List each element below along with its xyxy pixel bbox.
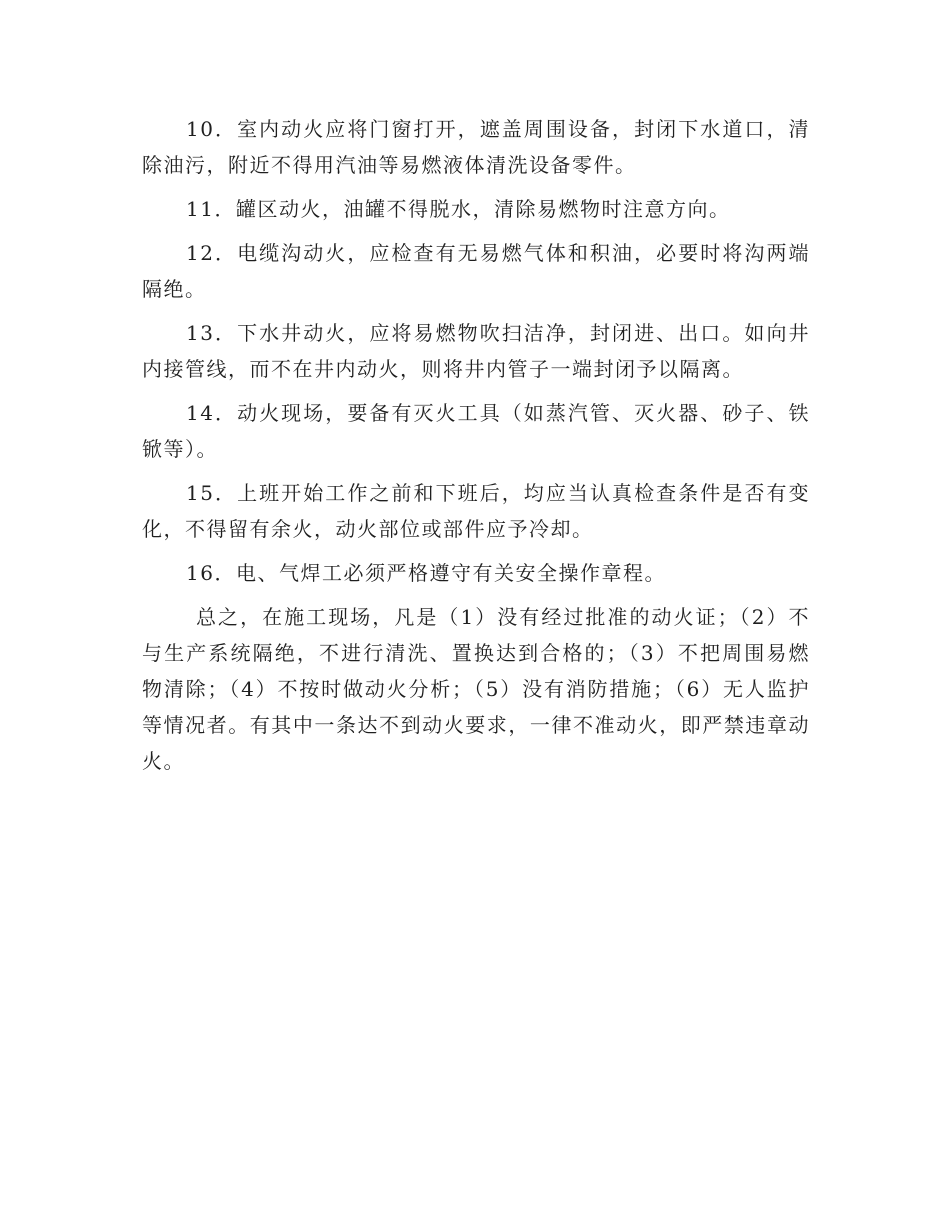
paragraph-item-13: 13．下水井动火，应将易燃物吹扫洁净，封闭进、出口。如向井内接管线，而不在井内动火，则将井内管子一端封闭予以隔离。 (142, 321, 810, 381)
paragraph-item-11: 11．罐区动火，油罐不得脱水，清除易燃物时注意方向。 (186, 197, 731, 221)
paragraph-item-15: 15．上班开始工作之前和下班后，均应当认真检查条件是否有变化，不得留有余火，动火部位或部件应予冷却。 (142, 481, 810, 541)
paragraph-item-14: 14．动火现场，要备有灭火工具（如蒸汽管、灭火器、砂子、铁锨等）。 (142, 401, 810, 461)
document-body (142, 111, 810, 787)
summary-paragraph: 总之，在施工现场，凡是（1）没有经过批准的动火证；（2）不与生产系统隔绝，不进行清洗、置换达到合格的；（3）不把周围易燃物清除；（4）不按时做动火分析；（5）没有消防措施；（6）无人监护等情况者。有其中一条达不到动火要求，一律不准动火，即严禁违章动火。 (142, 605, 810, 773)
paragraph-item-16: 16．电、气焊工必须严格遵守有关安全操作章程。 (186, 561, 666, 585)
paragraph-item-10: 10．室内动火应将门窗打开，遮盖周围设备，封闭下水道口，清除油污，附近不得用汽油等易燃液体清洗设备零件。 (142, 117, 810, 177)
paragraph-item-12: 12．电缆沟动火，应检查有无易燃气体和积油，必要时将沟两端隔绝。 (142, 241, 810, 301)
